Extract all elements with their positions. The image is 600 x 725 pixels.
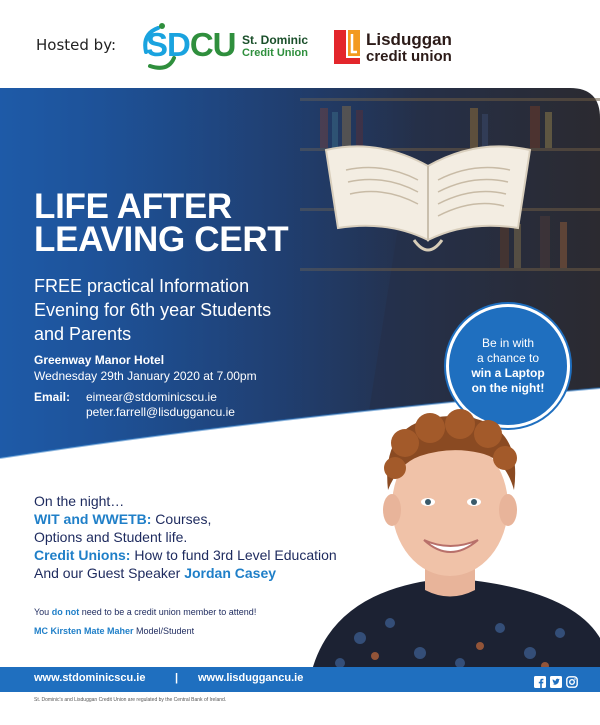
badge-line2: a chance to [476,351,540,365]
hosted-by-label: Hosted by: [36,36,117,54]
lisduggan-logo [332,28,482,70]
sdcu-name-line2: Credit Union [242,47,308,59]
event-title-line1: LIFE AFTER [34,187,232,226]
footer-link-stdominics[interactable]: www.stdominicscu.ie [34,672,146,684]
badge-line1: Be in with [481,336,535,350]
footer-separator: | [175,672,179,684]
agenda-intro: On the night… [34,493,125,509]
email-link-lisduggan[interactable]: peter.farrell@lisduggancu.ie [86,405,235,419]
sdcu-name-line1: St. Dominic [242,33,309,47]
agenda-item-speaker-name: Jordan Casey [184,565,277,581]
mc-role: Model/Student [133,626,195,636]
lisduggan-name [366,31,452,65]
sdcu-mark-cu: CU [189,26,236,63]
badge-line4: on the night! [471,381,545,395]
note-post: need to be a credit union member to attend! [79,607,257,617]
event-venue-block [34,352,257,384]
agenda-item-wit-emph: WIT and WWETB: [34,511,152,527]
event-subtitle-line1: FREE practical Information [34,276,250,296]
agenda-item-credit-unions [34,546,337,564]
agenda-item-wit-rest-a: Courses, [151,511,212,527]
agenda-item-cu-emph: Credit Unions: [34,547,131,563]
note-pre: You [34,607,52,617]
event-venue: Greenway Manor Hotel [34,353,165,367]
twitter-icon[interactable] [550,673,562,685]
sdcu-wordmark [146,26,236,64]
agenda-item-cu-rest: How to fund 3rd Level Education [130,547,337,563]
mc-name: MC Kirsten Mate Maher [34,626,134,636]
regulatory-disclaimer: St. Dominic's and Lisduggan Credit Union are regulated by the Central Bank of Ireland. [34,697,227,703]
sdcu-name [242,34,308,60]
event-subtitle-line2: Evening for 6th year Students [34,300,272,320]
event-title-line2: LEAVING CERT [34,220,289,259]
mc-credit [34,626,194,636]
instagram-icon[interactable] [566,673,578,685]
agenda-item-wit-continued: Options and Student life. [34,529,188,545]
facebook-icon[interactable] [534,673,546,685]
event-subtitle-line3: and Parents [34,324,132,344]
event-title [34,187,334,259]
sdcu-logo [146,22,316,76]
agenda-item-guest-speaker [34,564,337,582]
guest-speaker-photo [300,398,600,678]
membership-note [34,607,256,617]
footer-link-lisduggan[interactable]: www.lisduggancu.ie [198,672,304,684]
note-emph: do not [51,607,80,617]
event-date: Wednesday 29th January 2020 at 7.00pm [34,369,257,383]
header [0,0,600,88]
footer-bar [0,667,600,692]
badge-line3: win a Laptop [471,366,545,380]
email-label: Email: [34,390,71,404]
agenda-item-speaker-rest: And our Guest Speaker [34,565,185,581]
open-book-icon [318,120,538,270]
sdcu-mark-sd: SD [146,26,190,63]
event-subtitle [34,274,334,346]
lisduggan-name-line1: Lisduggan [366,30,452,49]
agenda-item-wit [34,510,337,528]
lisduggan-mark-icon [332,28,362,66]
lisduggan-name-line2: credit union [366,48,452,65]
email-link-stdominics[interactable]: eimear@stdominicscu.ie [86,390,217,404]
email-addresses [86,390,306,420]
night-agenda [34,492,337,582]
